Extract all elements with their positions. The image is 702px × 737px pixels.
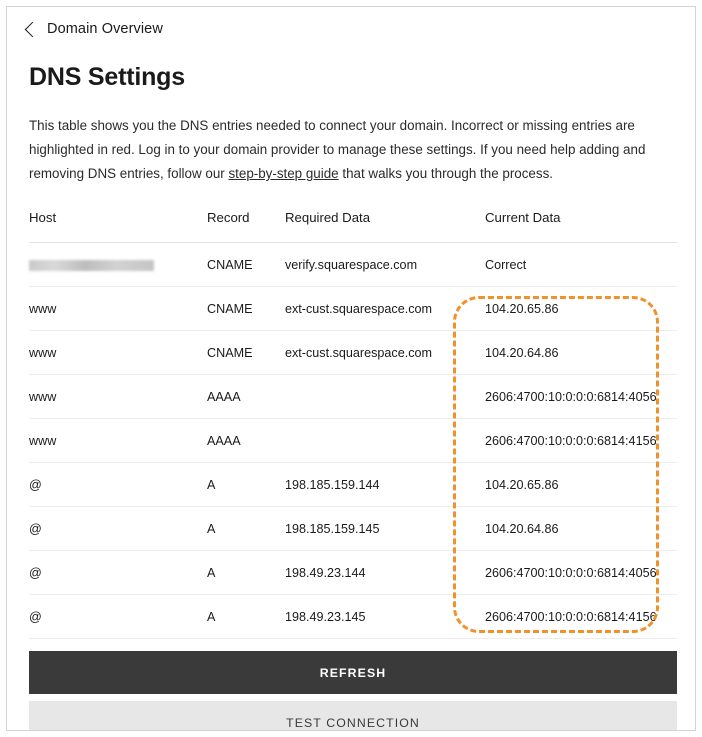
cell-required-data: verify.squarespace.com [285, 243, 485, 287]
cell-required-data [285, 419, 485, 463]
column-header-required-data: Required Data [285, 210, 485, 243]
cell-current-data: 104.20.65.86 [485, 287, 677, 331]
column-header-current-data: Current Data [485, 210, 677, 243]
cell-record-type: AAAA [207, 375, 285, 419]
table-body [29, 243, 677, 639]
page-title: DNS Settings [29, 63, 185, 91]
table-row [29, 287, 677, 331]
cell-host: www [29, 419, 207, 463]
cell-host: www [29, 375, 207, 419]
cell-host: www [29, 287, 207, 331]
cell-host: @ [29, 551, 207, 595]
cell-required-data: ext-cust.squarespace.com [285, 331, 485, 375]
column-header-record: Record [207, 210, 285, 243]
cell-current-data: 104.20.64.86 [485, 331, 677, 375]
cell-required-data: 198.49.23.145 [285, 595, 485, 639]
cell-host: @ [29, 507, 207, 551]
cell-required-data [285, 375, 485, 419]
cell-host: @ [29, 463, 207, 507]
cell-current-data: 2606:4700:10:0:0:0:6814:4156 [485, 419, 677, 463]
table-row [29, 507, 677, 551]
column-header-host: Host [29, 210, 207, 243]
cell-record-type: A [207, 595, 285, 639]
test-connection-button[interactable]: TEST CONNECTION [29, 701, 677, 731]
cell-current-data: 104.20.64.86 [485, 507, 677, 551]
cell-record-type: AAAA [207, 419, 285, 463]
cell-host [29, 243, 207, 287]
back-navigation[interactable] [7, 7, 695, 45]
table-row [29, 595, 677, 639]
cell-required-data: ext-cust.squarespace.com [285, 287, 485, 331]
cell-record-type: A [207, 463, 285, 507]
cell-current-data: Correct [485, 243, 677, 287]
page-description [29, 114, 685, 186]
cell-current-data: 2606:4700:10:0:0:0:6814:4056 [485, 551, 677, 595]
table-head [29, 210, 677, 243]
cell-record-type: CNAME [207, 287, 285, 331]
cell-record-type: CNAME [207, 331, 285, 375]
cell-host: www [29, 331, 207, 375]
step-by-step-guide-link[interactable]: step-by-step guide [228, 166, 339, 181]
chevron-left-icon [25, 21, 41, 37]
cell-current-data: 2606:4700:10:0:0:0:6814:4156 [485, 595, 677, 639]
table-row [29, 243, 677, 287]
back-navigation-label: Domain Overview [47, 21, 163, 37]
cell-required-data: 198.185.159.145 [285, 507, 485, 551]
table-row [29, 463, 677, 507]
cell-record-type: CNAME [207, 243, 285, 287]
table-row [29, 331, 677, 375]
table-row [29, 551, 677, 595]
cell-required-data: 198.185.159.144 [285, 463, 485, 507]
table-header-row [29, 210, 677, 243]
cell-host: @ [29, 595, 207, 639]
table-row [29, 375, 677, 419]
cell-required-data: 198.49.23.144 [285, 551, 485, 595]
refresh-button[interactable]: REFRESH [29, 651, 677, 694]
cell-current-data: 2606:4700:10:0:0:0:6814:4056 [485, 375, 677, 419]
cell-record-type: A [207, 551, 285, 595]
description-text-part1: This table shows you the DNS entries needed to connect your domain. Incorrect or missing entries are highlighted in red. Log in to your domain provider to manage these settings. If you need help adding and removing DNS entries, follow our [29, 118, 646, 181]
cell-current-data: 104.20.65.86 [485, 463, 677, 507]
table-row [29, 419, 677, 463]
description-text-part2: that walks you through the process. [338, 166, 553, 181]
redacted-host-value [29, 260, 154, 271]
dns-settings-panel [6, 6, 696, 731]
cell-record-type: A [207, 507, 285, 551]
dns-records-table [29, 210, 677, 639]
